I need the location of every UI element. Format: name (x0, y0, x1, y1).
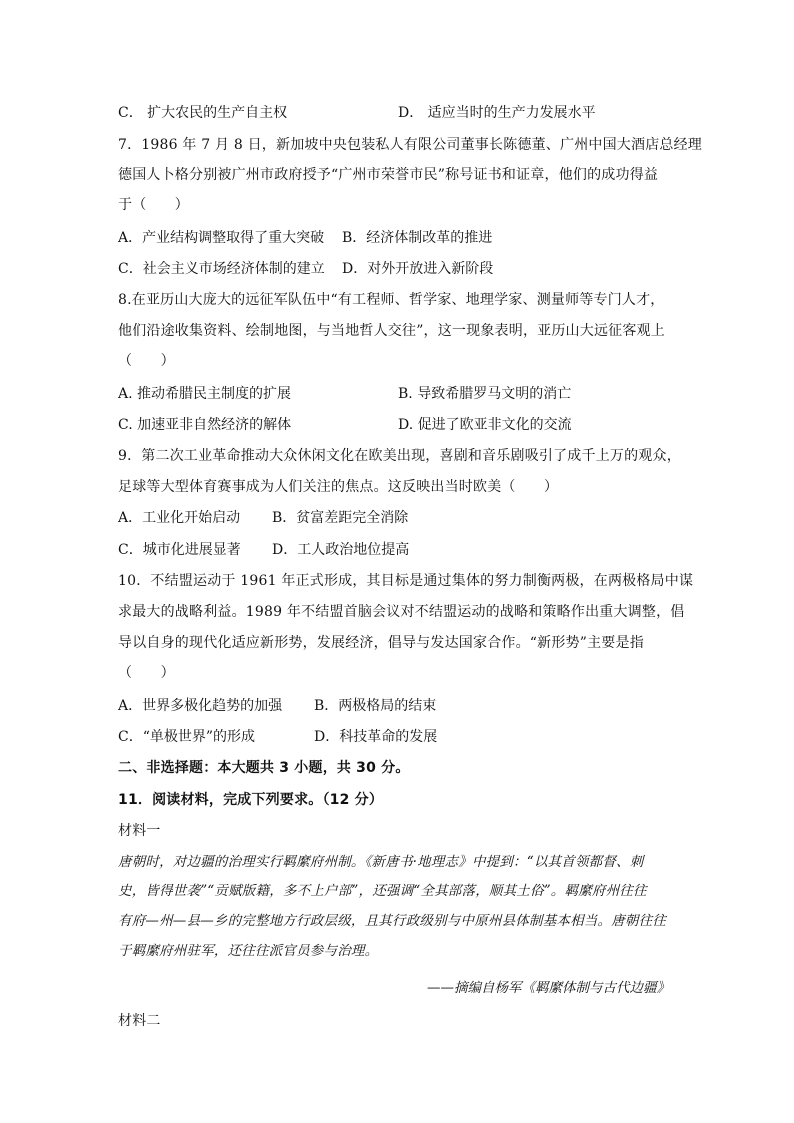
q10-option-a: A．世界多极化趋势的加强 (118, 698, 283, 714)
q8-option-c: C. 加速亚非自然经济的解体 (118, 417, 292, 433)
q8-stem-line2: 他们沿途收集资料、绘制地图，与当地哲人交往”，这一现象表明，亚历山大远征客观上 (118, 323, 665, 339)
q10-stem-line2: 求最大的战略利益。1989 年不结盟首脑会议对不结盟运动的战略和策略作出重大调整，倡 (118, 604, 685, 620)
q8-option-d: D. 促进了欧亚非文化的交流 (398, 417, 572, 433)
q9-options-ab (118, 509, 408, 527)
section2-heading: 二、非选择题：本大题共 3 小题，共 30 分。 (118, 760, 410, 776)
q7-option-c: C．社会主义市场经济体制的建立 (118, 261, 325, 277)
material1-source: ——摘编自杨军《羁縻体制与古代边疆》 (427, 980, 670, 996)
material1-line3: 有府—州—县—乡的完整地方行政层级，且其行政级别与中原州县体制基本相当。唐朝往往 (118, 913, 666, 929)
q6-options-cd (118, 104, 596, 122)
q8-option-a: A. 推动希腊民主制度的扩展 (118, 386, 292, 402)
q9-stem-line2: 足球等大型体育赛事成为人们关注的焦点。这反映出当时欧美（ ） (118, 479, 559, 495)
q6-option-d: D． 适应当时的生产力发展水平 (398, 105, 596, 121)
q8-stem-line1: 8.在亚历山大庞大的远征军队伍中“有工程师、哲学家、地理学家、测量师等专门人才， (118, 292, 665, 308)
material1-label: 材料一 (118, 823, 161, 839)
q10-options-cd (118, 728, 437, 746)
q9-stem-line1: 9．第二次工业革命推动大众休闲文化在欧美出现，喜剧和音乐剧吸引了成千上万的观众， (118, 448, 681, 464)
q7-option-a: A．产业结构调整取得了重大突破 (118, 230, 325, 246)
q7-option-b: B．经济体制改革的推进 (342, 230, 493, 246)
q7-options-cd (118, 260, 493, 278)
material1-line2: 史，皆得世袭”“贡赋版籍，多不上户部”，还强调“全其部落，顺其土俗”。羁縻府州往往 (118, 883, 647, 899)
q9-option-d: D．工人政治地位提高 (272, 542, 410, 558)
q11-title: 11．阅读材料，完成下列要求。（12 分） (118, 792, 384, 808)
q7-options-ab (118, 229, 492, 247)
q10-stem-line3: 导以自身的现代化适应新形势，发展经济，倡导与发达国家合作。“新形势”主要是指 (118, 635, 644, 651)
q7-stem-line1: 7．1986 年 7 月 8 日，新加坡中央包装私人有限公司董事长陈德董、广州中国大酒店总经理 (118, 137, 702, 153)
q7-stem-line3: 于（ ） (118, 197, 189, 213)
q8-options-ab (118, 385, 571, 403)
q9-option-b: B．贫富差距完全消除 (272, 510, 409, 526)
q8-options-cd (118, 416, 572, 434)
q10-option-b: B．两极格局的结束 (314, 698, 437, 714)
q9-options-cd (118, 541, 409, 559)
material1-line4: 于羁縻府州驻军，还往往派官员参与治理。 (118, 943, 379, 959)
q10-options-ab (118, 697, 436, 715)
q6-option-c: C． 扩大农民的生产自主权 (118, 105, 288, 121)
q10-option-d: D．科技革命的发展 (314, 729, 438, 745)
q9-option-c: C．城市化进展显著 (118, 542, 241, 558)
q8-option-b: B. 导致希腊罗马文明的消亡 (398, 386, 572, 402)
material2-label: 材料二 (118, 1013, 161, 1029)
q8-stem-line3: （ ） (118, 353, 175, 369)
q7-stem-line2: 德国人卜格分别被广州市政府授予“广州市荣誉市民”称号证书和证章，他们的成功得益 (118, 167, 659, 183)
material1-line1: 唐朝时，对边疆的治理实行羁縻府州制。《新唐书·地理志》中提到：“以其首领都督、刺 (118, 854, 644, 870)
q10-stem-line4: （ ） (118, 665, 175, 681)
q7-option-d: D．对外开放进入新阶段 (342, 261, 494, 277)
q9-option-a: A．工业化开始启动 (118, 510, 241, 526)
q10-stem-line1: 10．不结盟运动于 1961 年正式形成，其目标是通过集体的努力制衡两极，在两极格局中谋 (118, 573, 694, 589)
q10-option-c: C．“单极世界”的形成 (118, 729, 256, 745)
